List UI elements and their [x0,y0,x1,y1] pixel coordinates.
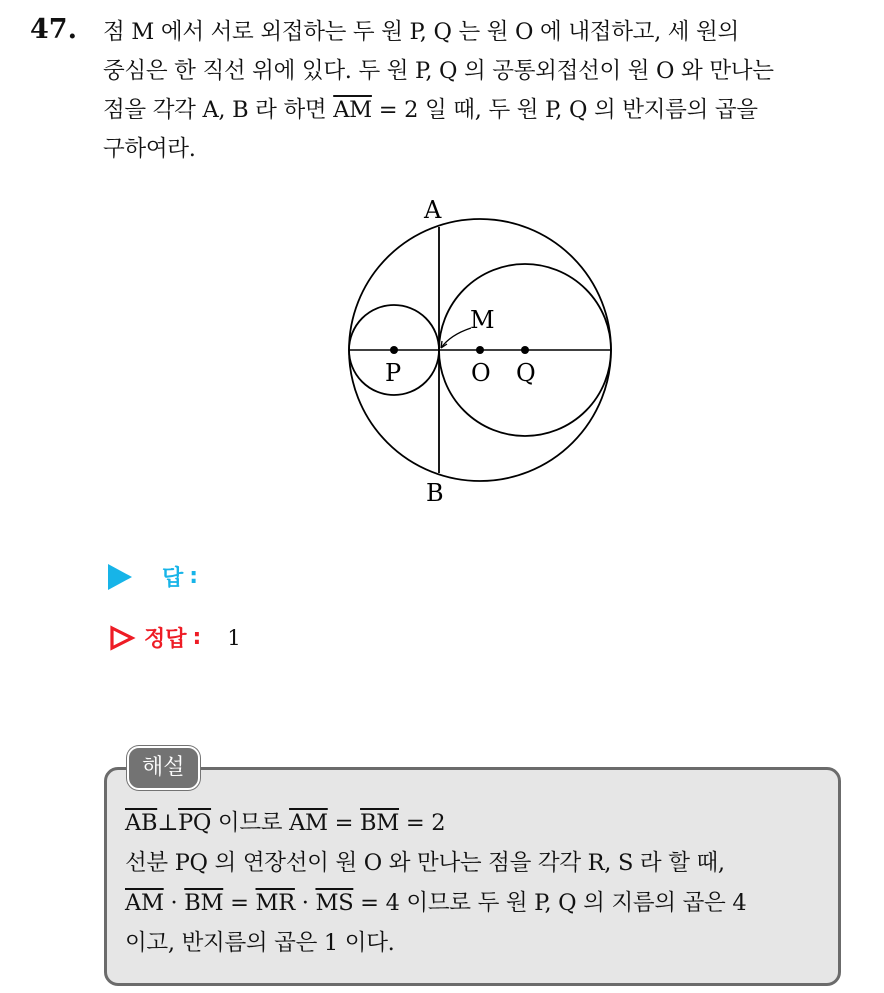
solution-line-4: 이고, 반지름의 곱은 1 이다. [125,930,395,956]
problem-text [103,13,863,169]
answer-colon: : [189,564,199,589]
point-p [390,346,398,354]
perp-symbol: ⊥ [157,810,179,836]
segment-bm: $\overline{BM}$ [360,810,400,836]
solution-line-2: 선분 PQ 의 연장선이 원 O 와 만나는 점을 각각 R, S 라 할 때, [125,850,725,876]
solution-line-1-end: = 2 [399,810,446,836]
question-number: 47. [30,14,77,45]
segment-pq: $\overline{PQ}$ [178,810,212,836]
problem-line-4: 구하여라. [103,136,196,162]
answer-row [108,561,198,592]
segment-ms: $\overline{MS}$ [315,890,354,916]
problem-line-3-b: = 2 일 때, 두 원 P, Q 의 반지름의 곱을 [371,97,758,123]
segment-am: $\overline{AM}$ [333,97,372,123]
label-p: P [385,359,402,387]
play-outline-icon [108,624,136,652]
answer-label: 답 [162,566,184,591]
dot-operator: · [294,890,316,916]
solution-line-1-text: 이므로 [211,810,290,836]
correct-answer-row [108,622,241,653]
problem-line-1: 점 M 에서 서로 외접하는 두 원 P, Q 는 원 O 에 내접하고, 세 원의 [103,19,739,45]
point-o [476,346,484,354]
label-m: M [470,306,495,334]
label-q: Q [516,359,536,387]
segment-mr: $\overline{MR}$ [255,890,295,916]
equals: = [223,890,256,916]
segment-bm: $\overline{BM}$ [184,890,224,916]
geometry-figure [340,195,630,515]
problem-line-3 [103,91,863,130]
correct-answer-label: 정답 [144,627,187,652]
point-q [521,346,529,354]
label-b: B [426,479,444,507]
segment-am: $\overline{AM}$ [289,810,328,836]
label-a: A [424,196,442,224]
solution-tag: 해설 [127,746,200,790]
segment-am: $\overline{AM}$ [125,890,164,916]
solution-text [125,803,835,963]
solution-line-3-text: = 4 이므로 두 원 P, Q 의 지름의 곱은 4 [353,890,747,916]
equals: = [327,810,361,836]
play-icon [108,564,132,590]
solution-line-1 [125,803,835,843]
segment-ab: $\overline{AB}$ [125,810,158,836]
label-o: O [471,359,491,387]
problem-line-2: 중심은 한 직선 위에 있다. 두 원 P, Q 의 공통외접선이 원 O 와 만나는 [103,58,774,84]
dot-operator: · [163,890,185,916]
solution-line-3 [125,883,835,923]
problem-line-3-a: 점을 각각 A, B 라 하면 [103,97,334,123]
circles-diagram [340,195,630,515]
correct-answer-value: 1 [227,625,241,650]
correct-answer-colon: : [192,625,202,650]
